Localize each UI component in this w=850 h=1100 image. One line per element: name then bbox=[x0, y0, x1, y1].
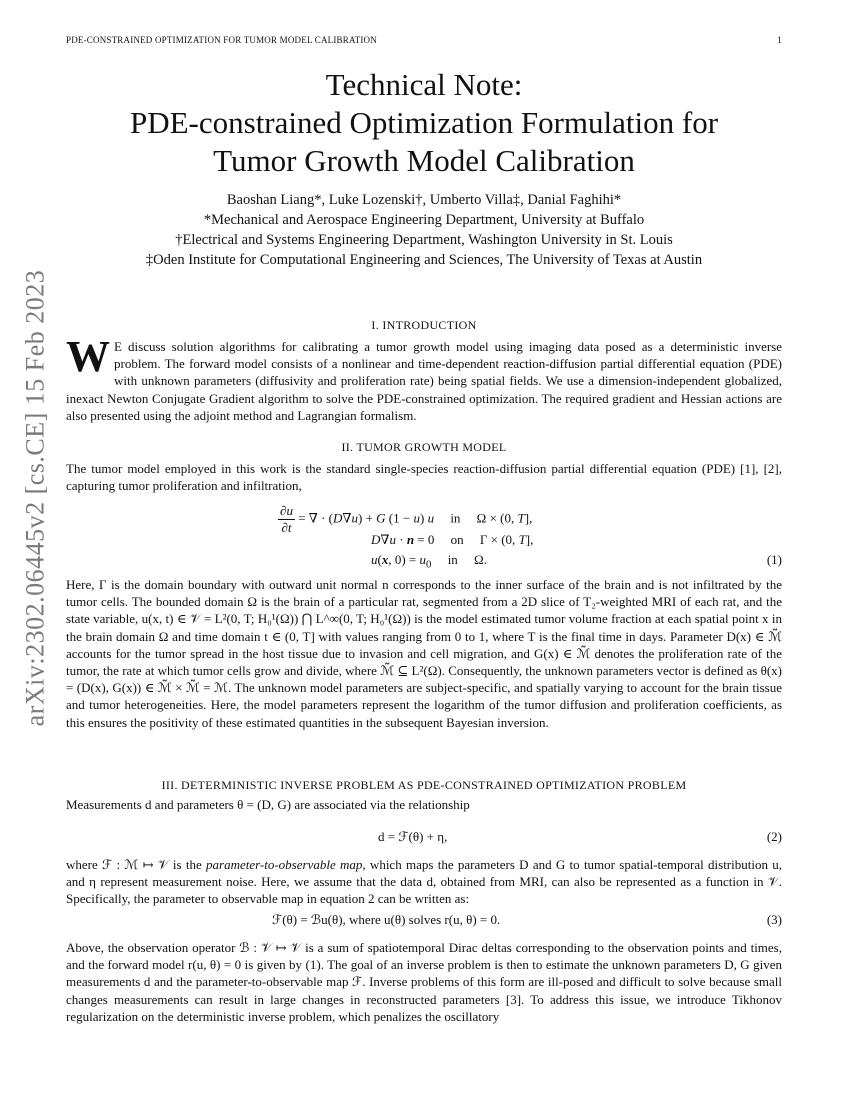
title-line-2: PDE-constrained Optimization Formulation for bbox=[129, 105, 719, 140]
title-line-3: Tumor Growth Model Calibration bbox=[213, 143, 635, 178]
model-paragraph-1: The tumor model employed in this work is the standard single-species reaction-diffusion partial differential equation (PDE) [1], [2], capturing tumor proliferation and infiltration, bbox=[66, 461, 782, 494]
eq1-number: (1) bbox=[766, 552, 782, 567]
drop-cap: W bbox=[66, 332, 110, 381]
intro-paragraph bbox=[66, 332, 782, 424]
eq3-number: (3) bbox=[766, 912, 782, 927]
section-heading-inverse-problem: III. DETERMINISTIC INVERSE PROBLEM AS PDE-CONSTRAINED OPTIMIZATION PROBLEM bbox=[161, 778, 687, 792]
inverse-paragraph-1: Measurements d and parameters θ = (D, G) are associated via the relationship bbox=[66, 797, 470, 812]
author-block bbox=[66, 190, 782, 270]
equation-3: ℱ(θ) = ℬu(θ), where u(θ) solves r(u, θ) = 0. bbox=[272, 912, 501, 927]
inverse-p2-end: , which maps the parameters D and G to tumor spatial-temporal distribution u, and η represent measurement noise. Here, we assume that the data d, obtained from MRI, can also be represented as a function in 𝒱. Specifically, the parameter to observable map in equation 2 can be written as: bbox=[66, 857, 783, 907]
eq1-line-3: u(x, $0) = u_0$ in Ω. bbox=[371, 552, 487, 571]
arxiv-side-label bbox=[14, 269, 56, 726]
affiliation-2: †Electrical and Systems Engineering Department, Washington University in St. Louis bbox=[175, 232, 673, 248]
arxiv-identifier: arXiv:2302.06445v2 [cs.CE] 15 Feb 2023 bbox=[20, 269, 49, 726]
author-names: Baoshan Liang*, Luke Lozenski†, Umberto Villa‡, Danial Faghihi* bbox=[226, 192, 622, 208]
inverse-p2-start: where ℱ : ℳ ↦ 𝒱 is the bbox=[66, 857, 207, 872]
eq1-line-1: $\frac{\partial u}{\partial t}$ = ∇ · (D∇u) + G (1 − u) u in Ω × (0, T], bbox=[280, 503, 533, 535]
affiliation-1: *Mechanical and Aerospace Engineering Department, University at Buffalo bbox=[203, 212, 645, 228]
inverse-paragraph-2 bbox=[66, 856, 782, 908]
equation-2: d = ℱ(θ) + η, bbox=[378, 829, 448, 844]
running-head-title: PDE-CONSTRAINED OPTIMIZATION FOR TUMOR MODEL CALIBRATION bbox=[66, 35, 377, 45]
page-number: 1 bbox=[777, 35, 782, 45]
intro-text: E discuss solution algorithms for calibrating a tumor growth model using imaging data posed as a deterministic inverse problem. The forward model consists of a nonlinear and time-dependent reaction-diffusion partial differential equation (PDE) with unknown parameters (diffusivity and proliferation rate) being spatial fields. We use a dimension-independent globalized, inexact Newton Conjugate Gradient algorithm to solve the PDE-constrained optimization. The required gradient and Hessian actions are also presented using the adjoint method and Lagrangian formalism. bbox=[66, 339, 782, 423]
model-paragraph-2: Here, Γ is the domain boundary with outward unit normal n corresponds to the inner surface of the brain and is not infiltrated by the tumor cells. The bounded domain Ω is the brain of a particular rat, segmented from a 2D slice of T₂-weighted MRI of each rat, and the state variable, u(x, t) ∈ 𝒱 = L²(0, T; H₀¹(Ω)) ⋂ L^∞(0, T; H₀¹(Ω)) is the model estimated tumor volume fraction at each spatial point x in the brain domain Ω and time domain t ∈ (0, T] with values ranging from 0 to 1, where T is the final time in days. Parameter D(x) ∈ ℳ̃ accounts for the tumor spread in the host tissue due to invasion and cell migration, and G(x) ∈ ℳ̃ denotes the proliferation rate of the tumor, the rate at which tumor cells grow and divide, where ℳ̃ ⊆ L²(Ω). Consequently, the unknown parameters vector is defined as θ(x) = (D(x), G(x)) ∈ ℳ̃ × ℳ̃ = ℳ. The unknown model parameters are subject-specific, and spatially varying to account for the brain tissue and tumor heterogeneities. Here, the model parameters represent the logarithm of the tumor diffusion and proliferation coefficients, as this ensures the positivity of these estimated quantities in the subsequent Bayesian inversion. bbox=[66, 577, 782, 730]
running-head bbox=[66, 35, 782, 45]
section-heading-introduction: I. INTRODUCTION bbox=[371, 318, 477, 332]
affiliation-3: ‡Oden Institute for Computational Engineering and Sciences, The University of Texas at Austin bbox=[145, 252, 703, 268]
paper-title bbox=[66, 66, 782, 180]
eq2-number: (2) bbox=[766, 829, 782, 844]
inverse-paragraph-3: Above, the observation operator ℬ : 𝒱 ↦ 𝒱 is a sum of spatiotemporal Dirac deltas corresponding to the observation points and times, and the forward model r(u, θ) = 0 is given by (1). The goal of an inverse problem is then to estimate the unknown parameters D, G given measurements d and the parameter-to-observable map ℱ. Inverse problems of this form are ill-posed and difficult to solve because small changes measurements can result in large changes in reconstructed parameters [3]. To address this issue, we introduce Tikhonov regularization on the deterministic inverse problem, which penalizes the oscillatory bbox=[66, 940, 782, 1024]
section-heading-tumor-model: II. TUMOR GROWTH MODEL bbox=[341, 440, 507, 454]
title-line-1: Technical Note: bbox=[325, 67, 523, 102]
inverse-p2-emphasis: parameter-to-observable map bbox=[206, 857, 363, 872]
eq1-line-2: D∇u · n = 0 on Γ × (0, T], bbox=[371, 532, 534, 547]
